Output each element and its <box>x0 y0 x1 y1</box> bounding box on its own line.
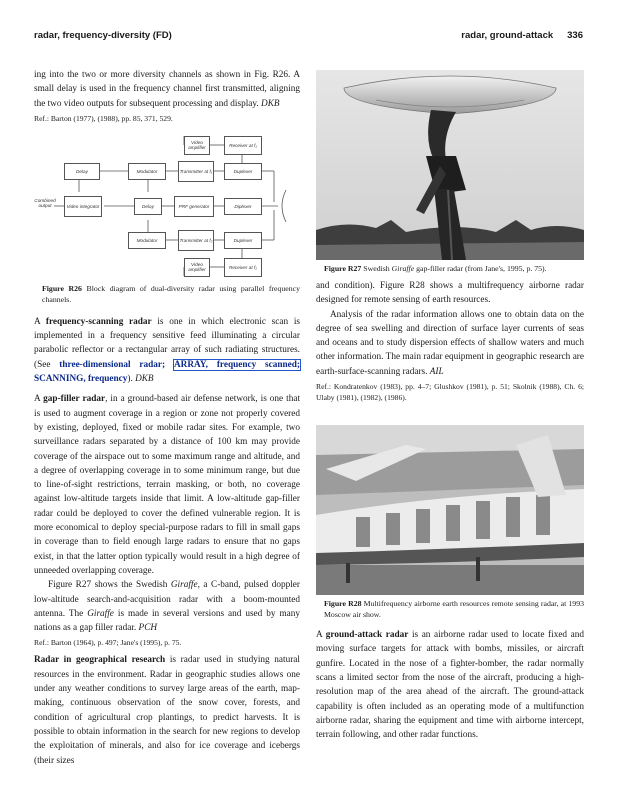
link-scanning-frequency[interactable]: SCANNING, frequency <box>34 374 128 385</box>
entry-gap-filler <box>34 392 300 578</box>
prf-generator: PRF generator <box>174 196 214 217</box>
paragraph-analysis <box>316 308 584 379</box>
caption-text: Block diagram of dual-diversity radar using parallel frequency channels. <box>42 283 300 304</box>
entry-prefix: A <box>34 316 46 327</box>
entry-frequency-scanning <box>34 315 300 386</box>
text: is made in several versions and used by many nations as a gap filler radar. <box>34 608 300 634</box>
entry-prefix: A <box>34 394 44 405</box>
entry-body: is one in which electronic scan is implemented in a frequency sensitive feed illuminating a circular parabolic reflector or a rectangular array of such radiating structures. (See <box>34 316 300 370</box>
diplexer-mid: Diplexer <box>224 198 262 215</box>
link-array-frequency-scanned[interactable]: ARRAY, frequency scanned; <box>173 359 301 370</box>
receiver-bottom: Receiver at f₂ <box>224 258 262 277</box>
term-frequency-scanning: frequency-scanning radar <box>45 316 152 327</box>
delay-box: Delay <box>64 163 100 180</box>
running-head-right-text: radar, ground-attack <box>461 30 554 41</box>
giraffe-italic: Giraffe <box>391 264 415 273</box>
reference-3: Ref.: Kondratenkov (1983), pp. 4–7; Glushkov (1981), p. 51; Skolnik (1988), Ch. 6; Ulaby (1981), (1982), (1986). <box>316 382 584 403</box>
term-gap-filler: gap-filler radar <box>43 394 106 405</box>
author-initials: DKB <box>135 374 154 385</box>
caption-r28 <box>324 598 584 620</box>
modulator-top: Modulator <box>128 163 166 180</box>
text: gap-filler radar (from Jane's, 1995, p. 75). <box>414 264 547 273</box>
giraffe-radar-image <box>316 70 584 260</box>
author-initials: DKB <box>261 98 280 109</box>
text: Swedish <box>361 264 392 273</box>
giraffe-italic: Giraffe <box>170 580 198 591</box>
running-head-right <box>461 30 583 41</box>
block-diagram <box>34 130 300 280</box>
link-three-dimensional-radar[interactable]: three-dimensional radar; <box>59 359 166 370</box>
entry-geographical-research <box>34 653 300 767</box>
photo-giraffe-radar <box>316 70 584 260</box>
author-initials: PCH <box>138 623 158 634</box>
intro-text: ing into the two or more diversity channels as shown in Fig. R26. A small delay is used in the frequency channel first transmitted, aligning the two video outputs for subsequent processing and display. <box>34 70 300 109</box>
paragraph-continued: and condition). Figure R28 shows a multifrequency airborne radar designed for remote sensing of earth resources. <box>316 281 584 306</box>
video-amplifier-top: Video amplifier <box>184 136 210 155</box>
modulator-bottom: Modulator <box>128 232 166 249</box>
photo-airborne-radar <box>316 425 584 595</box>
entry-body: is an airborne radar used to locate fixed and moving surface targets for attack with bombs, missiles, or aircraft gunfire. Located in the nose of a fighter-bomber, the radar normally scans a limited sector from the nose of the aircraft, producing a high-resolution map of the area ahead of the aircraft. The ground-attack capability is often included as an operating mode of a multifunction airborne radar, sharing the equipment and time with airborne intercept, terrain following, and other radar functions. <box>316 630 585 741</box>
left-column <box>34 68 300 768</box>
video-integrator: Video integrator <box>64 196 102 217</box>
author-initials: AIL <box>429 366 444 377</box>
aircraft-image <box>316 425 584 595</box>
running-head-left: radar, frequency-diversity (FD) <box>34 30 172 41</box>
right-column <box>316 68 584 742</box>
entry-ground-attack <box>316 628 584 742</box>
page-number: 336 <box>567 30 583 41</box>
delay-mid: Delay <box>134 198 162 215</box>
transmitter-bottom: Transmitter at f₂ <box>178 230 214 251</box>
text: Analysis of the radar information allows one to obtain data on the degree of sea swelling and direction of surface layer currents of seas and oceans and to study dispersion effects of shallow waters and much other information. The main radar equipment in geographic research are earth-surface-scanning radars. <box>316 309 584 377</box>
entry-prefix: A <box>316 630 326 641</box>
term-ground-attack: ground-attack radar <box>325 630 409 641</box>
duplexer-top: Duplexer <box>224 163 262 180</box>
text: , a C-band, pulsed doppler low-altitude search-and-acquisition radar with a boom-mounted antenna. The <box>34 580 300 619</box>
giraffe-italic: Giraffe <box>87 608 114 619</box>
reference-2: Ref.: Barton (1964), p. 497; Jane's (1995), p. 75. <box>34 638 182 648</box>
text: Figure R27 shows the Swedish <box>48 580 171 591</box>
term-geographical-research: Radar in geographical research <box>34 655 166 666</box>
entry-end: ). <box>127 374 133 385</box>
caption-r26 <box>42 283 300 305</box>
entry-body: is radar used in studying natural resources in the environment. Radar in geographic studies allows one under any weather conditions to survey large areas of the earth, map-making, continuous observation of the snow cover, forests, and condition of agricultural crop plantings, to predict harvests. It is possible to obtain information in the search for new regions to develop the exploitation of minerals, and also for ice coverage and icebergs (their sizes <box>34 655 300 766</box>
transmitter-top: Transmitter at f₁ <box>178 161 214 182</box>
paragraph-giraffe <box>34 578 300 635</box>
reference-1: Ref.: Barton (1977), (1988), pp. 85, 371, 529. <box>34 113 173 123</box>
receiver-top: Receiver at f₁ <box>224 136 262 155</box>
text: Multifrequency airborne earth resources remote sensing radar, at 1993 Moscow air show. <box>324 599 584 620</box>
caption-label: Figure R26 <box>42 283 82 293</box>
paragraph-intro <box>34 68 300 111</box>
combined-output-label: Combined output <box>34 197 56 209</box>
video-amplifier-bottom: Video amplifier <box>184 258 210 277</box>
caption-label: Figure R27 <box>324 264 362 273</box>
entry-body: , in a ground-based air defense network, is one that is used to augment coverage in a region or zone not properly covered by existing, deployed, fixed or mobile radar sites. For example, two surveillance radars separated by a distance of 100 km may provide coverage of the airspace out to some maximum range and altitude, and a degree of overlapping coverage in to some minimum range, but due to line-of-sight restrictions, terrain masking, or both, no coverage against low-altitude targets inside that limit. A low-altitude gap-filler radar could be deployed to cover the defined vulnerable region. It is more economical to deploy special-purpose radars to fill in small gaps in coverage than to field enough large radars to ensure that no gaps exist, in that the latter option typically would result in a high degree of unneeded overlapping coverage. <box>34 394 301 576</box>
caption-r27 <box>324 263 584 274</box>
duplexer-bottom: Duplexer <box>224 232 262 249</box>
caption-label: Figure R28 <box>324 599 362 609</box>
